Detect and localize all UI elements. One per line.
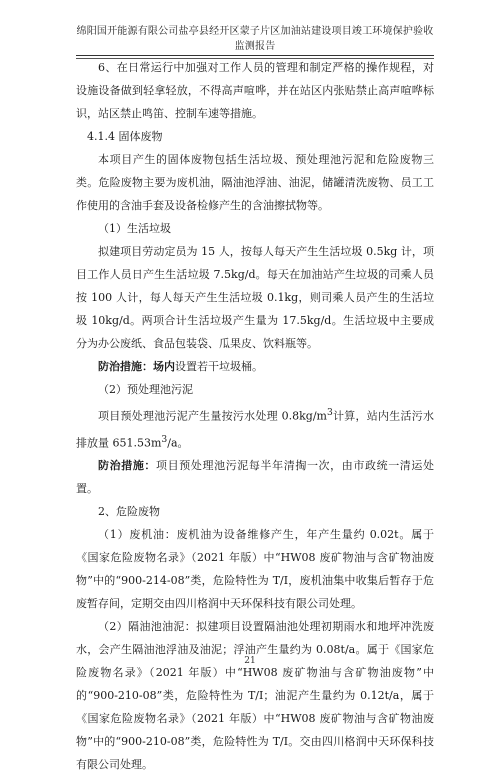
measure-text-2: 项目预处理池污泥每半年清掏一次，由市政统一清运处置。 bbox=[76, 459, 435, 496]
sludge-superscript-2: 3 bbox=[161, 433, 168, 445]
sludge-text-a: 项目预处理池污泥产生量按污水处理 0.8kg/m bbox=[98, 409, 327, 423]
sludge-text-b: 计算，站内生活污水排放量 651.53m bbox=[76, 409, 435, 450]
subheading-domestic-waste: （1）生活垃圾 bbox=[98, 222, 171, 235]
paragraph-domestic-waste: 拟建项目劳动定员为 15 人，按每人每天产生生活垃圾 0.5kg 计，项目工作人员日产生生活垃圾 7.5kg/d。每天在加油站产生垃圾的司乘人员按 100 人计，每人每天产生生活垃圾 0.1kg，则司乘人员产生的生活垃圾 10kg/d。两项合计生活垃圾产生量为 17.5kg/d。生活垃圾中主要成分为办公废纸、食品包装袋、瓜果皮、饮料瓶等。 bbox=[76, 245, 434, 350]
sludge-text-c: /a。 bbox=[167, 436, 189, 450]
paragraph-solid-waste-intro: 本项目产生的固体废物包括生活垃圾、预处理池污泥和危险废物三类。危险废物主要为废机油，隔油池浮油、油泥，储罐清洗废物、员工工作使用的含油手套及设备检修产生的含油擦拭物等。 bbox=[76, 153, 434, 212]
paragraph-sludge bbox=[76, 401, 434, 454]
measure-text: 设置若干垃圾桶。 bbox=[175, 360, 263, 373]
measure-label-2: 防治措施： bbox=[98, 459, 157, 473]
measure-label: 防治措施：场内 bbox=[98, 360, 175, 373]
page-number: 21 bbox=[244, 656, 256, 666]
page-header: 绵阳国开能源有限公司盐亭县经开区蒙子片区加油站建设项目竣工环境保护验收监测报告 bbox=[76, 22, 434, 56]
paragraph-noise-measure-6: 6、在日常运行中加强对工作人员的管理和制定严格的操作规程，对设施设备做到轻拿轻放，不得高声喧哗，并在站区内张贴禁止高声喧哗标识，站区禁止鸣笛、控制车速等措施。 bbox=[76, 61, 434, 120]
subheading-hazardous-waste: 2、危险废物 bbox=[98, 505, 160, 519]
sludge-superscript: 3 bbox=[326, 407, 333, 418]
section-heading-solid-waste: 4.1.4 固体废物 bbox=[87, 130, 163, 143]
paragraph-oil-sludge: （2）隔油池油泥：拟建项目设置隔油池处理初期雨水和地坪冲洗废水，会产生隔油池浮油及油泥；浮油产生量约为 0.08t/a。属于《国家危险废物名录》（2021 年版）中“HW08 废矿物油与含矿物油废物”中的“900-210-08”类，危险特性为 T/I；油泥产生量约为 0.12t/a，属于《国家危险废物名录》（2021 年版）中“HW08 废矿物油与含矿物油废物”中的“900-210-08”类，危险特性为 T/I。交由四川格润中天环保科技有限公司处理。 bbox=[76, 620, 434, 772]
paragraph-measure-domestic-waste bbox=[76, 355, 434, 378]
subheading-sludge: （2）预处理池污泥 bbox=[98, 383, 193, 396]
paragraph-waste-oil: （1）废机油：废机油为设备维修产生，年产生量约 0.02t。属于《国家危险废物名录》（2021 年版）中“HW08 废矿物油与含矿物油废物”中的“900-214-08”类，危险特性为 T/I，废机油集中收集后暂存于危废暂存间，定期交由四川格润中天环保科技有限公司处理。 bbox=[76, 528, 434, 611]
paragraph-measure-sludge bbox=[76, 454, 434, 500]
body-content bbox=[76, 56, 434, 776]
